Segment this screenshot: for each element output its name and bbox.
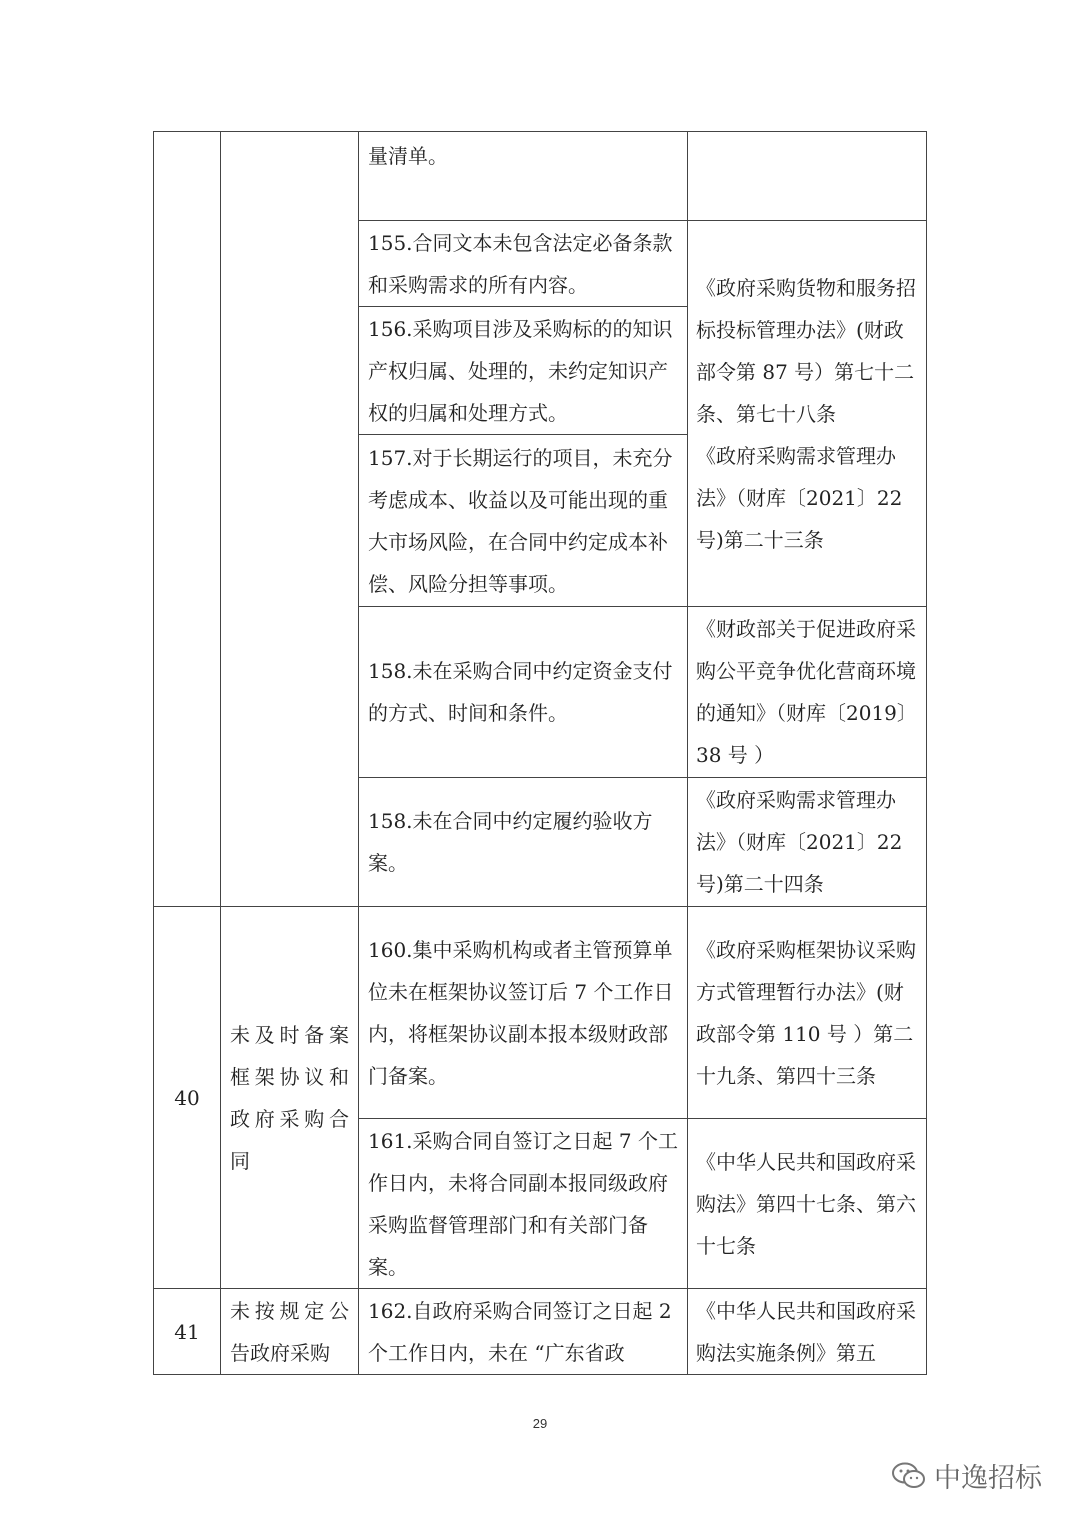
page-number: 29 <box>532 1416 548 1431</box>
item-cell: 155.合同文本未包含法定必备条款和采购需求的所有内容。 <box>359 221 688 307</box>
item-cell: 量清单。 <box>359 132 688 221</box>
basis-cell: 《中华人民共和国政府采购法》第四十七条、第六十七条 <box>688 1119 927 1289</box>
row-number-cell: 41 <box>154 1289 221 1375</box>
issue-cell: 未按规定公告政府采购 <box>221 1289 359 1375</box>
basis-cell <box>688 132 927 221</box>
basis-cell <box>688 221 927 607</box>
item-cell: 157.对于长期运行的项目，未充分考虑成本、收益以及可能出现的重大市场风险，在合同中约定成本补偿、风险分担等事项。 <box>359 435 688 607</box>
row-number-cell <box>154 132 221 907</box>
basis-text: 《政府采购货物和服务招标投标管理办法》(财政部令第 87 号）第七十二条、第七十八条 <box>696 275 916 426</box>
basis-cell: 《财政部关于促进政府采购公平竞争优化营商环境的通知》（财库〔2019〕38 号 ） <box>688 607 927 778</box>
item-cell: 160.集中采购机构或者主管预算单位未在框架协议签订后 7 个工作日内，将框架协议副本报本级财政部门备案。 <box>359 907 688 1119</box>
item-cell: 161.采购合同自签订之日起 7 个工作日内，未将合同副本报同级政府采购监督管理部门和有关部门备案。 <box>359 1119 688 1289</box>
basis-text: 《政府采购需求管理办法》（财库〔2021〕22号)第二十三条 <box>696 443 903 552</box>
item-cell: 158.未在采购合同中约定资金支付的方式、时间和条件。 <box>359 607 688 778</box>
basis-cell: 《中华人民共和国政府采购法实施条例》第五 <box>688 1289 927 1375</box>
issue-cell: 未及时备案框架协议和政府采购合同 <box>221 907 359 1289</box>
item-cell: 156.采购项目涉及采购标的的知识产权归属、处理的，未约定知识产权的归属和处理方式。 <box>359 307 688 435</box>
item-cell: 162.自政府采购合同签订之日起 2 个工作日内，未在 “广东省政 <box>359 1289 688 1375</box>
issue-cell <box>221 132 359 907</box>
watermark-text: 中逸招标 <box>934 1463 1042 1494</box>
basis-cell: 《政府采购框架协议采购方式管理暂行办法》(财政部令第 110 号 ）第二十九条、第四十三条 <box>688 907 927 1119</box>
watermark <box>892 1456 1042 1495</box>
regulation-table <box>153 131 927 1375</box>
wechat-icon <box>892 1462 926 1490</box>
item-cell: 158.未在合同中约定履约验收方案。 <box>359 778 688 907</box>
basis-cell: 《政府采购需求管理办法》（财库〔2021〕22号)第二十四条 <box>688 778 927 907</box>
row-number-cell: 40 <box>154 907 221 1289</box>
